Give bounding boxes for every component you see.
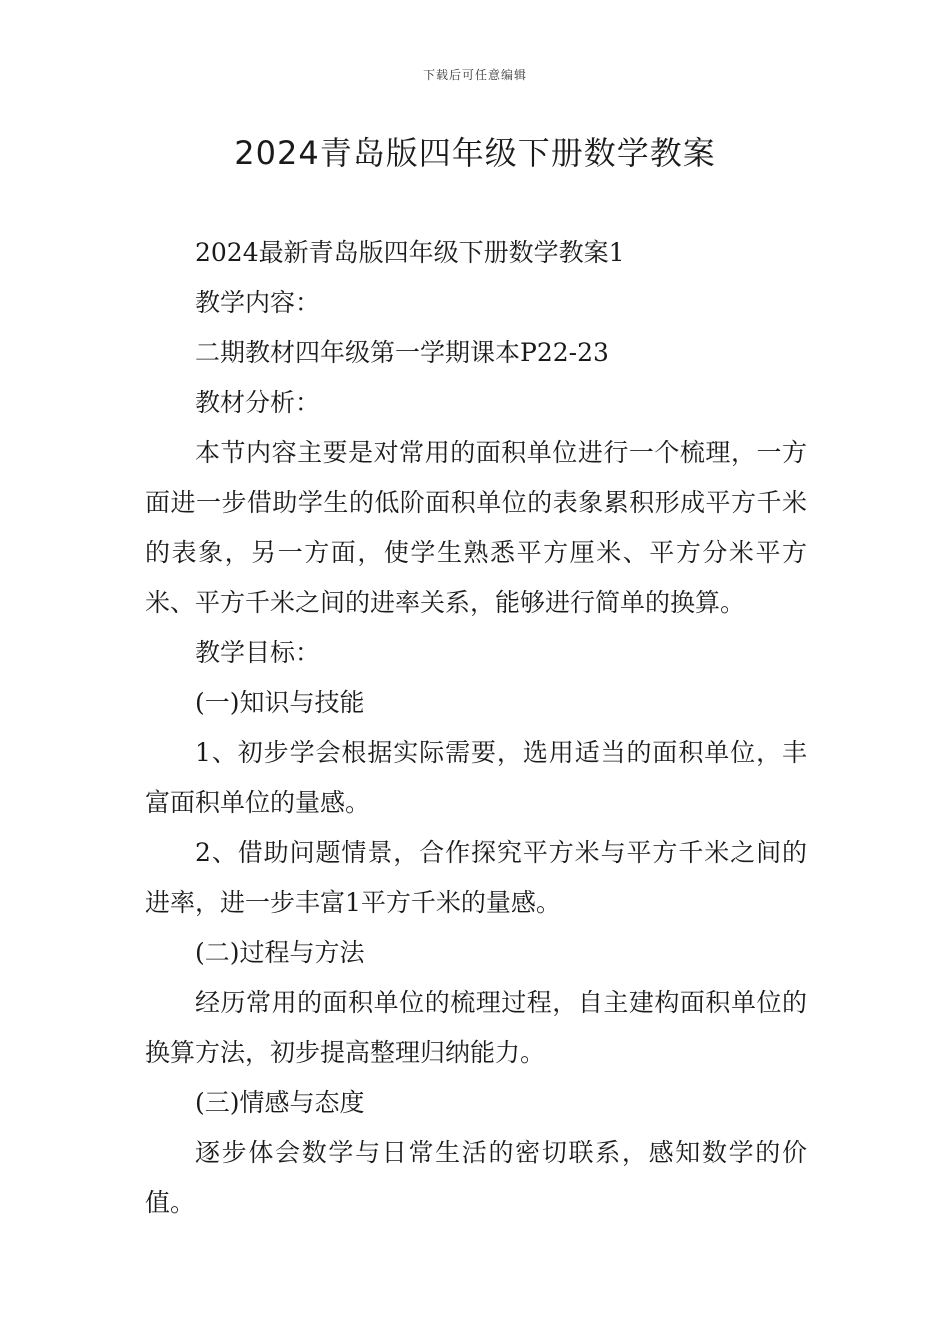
paragraph: 本节内容主要是对常用的面积单位进行一个梳理，一方面进一步借助学生的低阶面积单位的表象累积形成平方千米的表象，另一方面，使学生熟悉平方厘米、平方分米平方米、平方千米之间的进率关系，能够进行简单的换算。 [145, 438, 807, 617]
header-note: 下载后可任意编辑 [422, 68, 527, 82]
paragraph: 逐步体会数学与日常生活的密切联系，感知数学的价值。 [145, 1138, 807, 1217]
document-title: 2024青岛版四年级下册数学教案 [234, 134, 716, 172]
paragraph: 教材分析： [195, 388, 321, 417]
paragraph: (二)过程与方法 [195, 938, 365, 967]
paragraph: 二期教材四年级第一学期课本P22-23 [195, 338, 609, 367]
paragraph: (一)知识与技能 [195, 688, 365, 717]
paragraph: (三)情感与态度 [195, 1088, 365, 1117]
paragraph: 教学目标： [195, 638, 321, 667]
paragraph: 1、初步学会根据实际需要，选用适当的面积单位，丰富面积单位的量感。 [145, 738, 807, 817]
paragraph: 2、借助问题情景，合作探究平方米与平方千米之间的进率，进一步丰富1平方千米的量感。 [145, 838, 807, 917]
paragraph: 2024最新青岛版四年级下册数学教案1 [195, 238, 625, 267]
paragraph: 教学内容： [195, 288, 321, 317]
document-body [145, 228, 807, 1228]
paragraph: 经历常用的面积单位的梳理过程，自主建构面积单位的换算方法，初步提高整理归纳能力。 [145, 988, 807, 1067]
